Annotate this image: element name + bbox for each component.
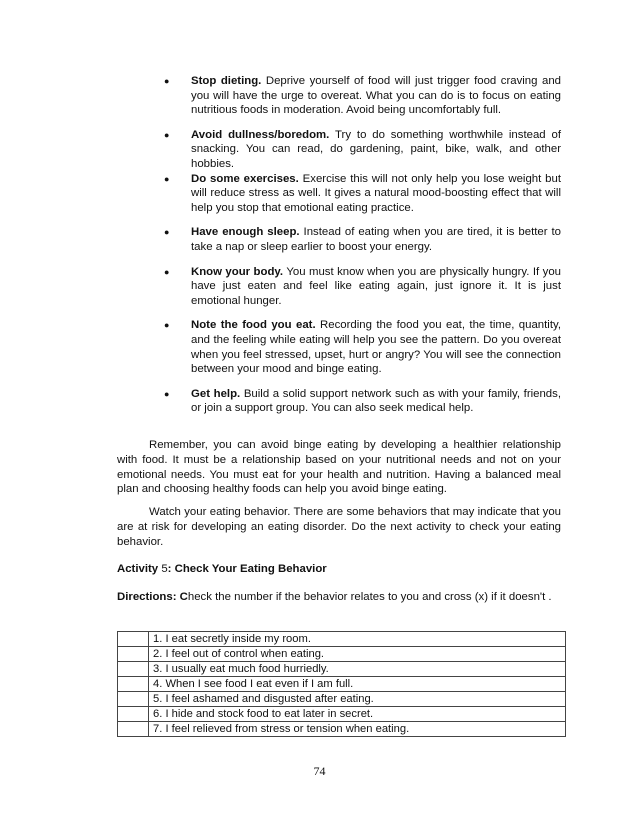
list-item [164, 128, 562, 172]
behavior-cell: 4. When I see food I eat even if I am full. [149, 677, 566, 692]
behavior-checklist [117, 631, 566, 737]
behavior-cell: 1. I eat secretly inside my room. [149, 632, 566, 647]
tip-title: Note the food you eat. [191, 319, 316, 332]
behavior-cell: 5. I feel ashamed and disgusted after eating. [149, 692, 566, 707]
tip-title: Get help. [191, 387, 241, 400]
check-box[interactable] [118, 677, 149, 692]
list-item [164, 225, 561, 254]
directions [117, 590, 561, 605]
check-box[interactable] [118, 707, 149, 722]
bullet-icon: ● [164, 173, 170, 184]
behavior-cell: 7. I feel relieved from stress or tension when eating. [149, 722, 566, 737]
table-row [118, 632, 566, 647]
list-item [164, 265, 562, 309]
tip-text: Instead of eating when you are tired, it is better to take a nap or sleep earlier to boost your energy. [191, 226, 561, 253]
bullet-icon: ● [164, 320, 170, 331]
tip-title: Avoid dullness/boredom. [191, 128, 330, 141]
tip-text: Build a solid support network such as with your family, friends, or join a support group. You can also seek medical help. [191, 387, 562, 415]
tip-title: Know your body. [191, 265, 284, 278]
list-item [164, 172, 561, 216]
activity-number: 5 [161, 563, 168, 575]
directions-text: heck the number if the behavior relates to you and cross (x) if it doesn't . [187, 591, 552, 603]
check-box[interactable] [118, 632, 149, 647]
activity-title [117, 563, 327, 575]
bullet-icon: ● [164, 129, 170, 140]
paragraph-remember [117, 438, 561, 497]
spacer [176, 255, 561, 265]
behavior-cell: 6. I hide and stock food to eat later in secret. [149, 707, 566, 722]
list-item [164, 387, 562, 416]
tips-list [164, 74, 562, 416]
page-number: 74 [313, 764, 326, 778]
behavior-cell: 3. I usually eat much food hurriedly. [149, 662, 566, 677]
paragraph-watch [117, 505, 561, 549]
spacer [176, 377, 561, 387]
bullet-icon: ● [164, 388, 170, 399]
bullet-icon: ● [164, 76, 170, 86]
directions-label: Directions: C [117, 591, 188, 603]
table-row [118, 722, 566, 737]
tip-text: Recording the food you eat, the time, quantity, and the feeling while eating will help you see the pattern. Do you overeat when you feel stressed, upset, hurt or angry? You will see the connection between your mood and binge eating. [191, 319, 561, 376]
tip-title: Do some exercises. [191, 172, 299, 185]
tip-text: You must know when you are physically hungry. If you have just eaten and feel like eating again, just ignore it. It is just emotional hunger. [191, 265, 562, 307]
check-box[interactable] [118, 692, 149, 707]
paragraph-text: Remember, you can avoid binge eating by developing a healthier relationship with food. It must be a relationship based on your nutritional needs and not on your emotional needs. You must eat for your health and nutrition. Having a balanced meal plan and choosing healthy foods can help you avoid binge eating. [117, 439, 561, 496]
tip-text: Try to do something worthwhile instead of snacking. You can read, do gardening, paint, bike, walk, and other hobbies. [191, 128, 562, 170]
list-item [164, 74, 561, 118]
table-row [118, 692, 566, 707]
behavior-cell: 2. I feel out of control when eating. [149, 647, 566, 662]
spacer [176, 215, 561, 225]
table-row [118, 707, 566, 722]
check-box[interactable] [118, 722, 149, 737]
list-item [164, 318, 561, 376]
spacer [176, 308, 561, 318]
activity-suffix: : Check Your Eating Behavior [167, 563, 327, 575]
tip-title: Have enough sleep. [191, 226, 300, 239]
tip-text: Deprive yourself of food will just trigger food craving and you will have the urge to overeat. What you can do is to focus on eating nutritious foods in moderation. Avoid being uncomfortably full. [191, 75, 561, 117]
tip-text: Exercise this will not only help you lose weight but will reduce stress as well. It gives a natural mood-boosting effect that will help you stop that emotional eating practice. [191, 172, 561, 214]
table-row [118, 677, 566, 692]
tip-title: Stop dieting. [191, 75, 262, 87]
table-row [118, 647, 566, 662]
check-box[interactable] [118, 662, 149, 677]
table-row [118, 662, 566, 677]
bullet-icon: ● [164, 227, 170, 238]
spacer [176, 118, 561, 128]
paragraph-text: Watch your eating behavior. There are some behaviors that may indicate that you are at risk for developing an eating disorder. Do the next activity to check your eating behavior. [117, 506, 561, 548]
bullet-icon: ● [164, 266, 170, 277]
check-box[interactable] [118, 647, 149, 662]
activity-prefix: Activity [117, 563, 162, 575]
